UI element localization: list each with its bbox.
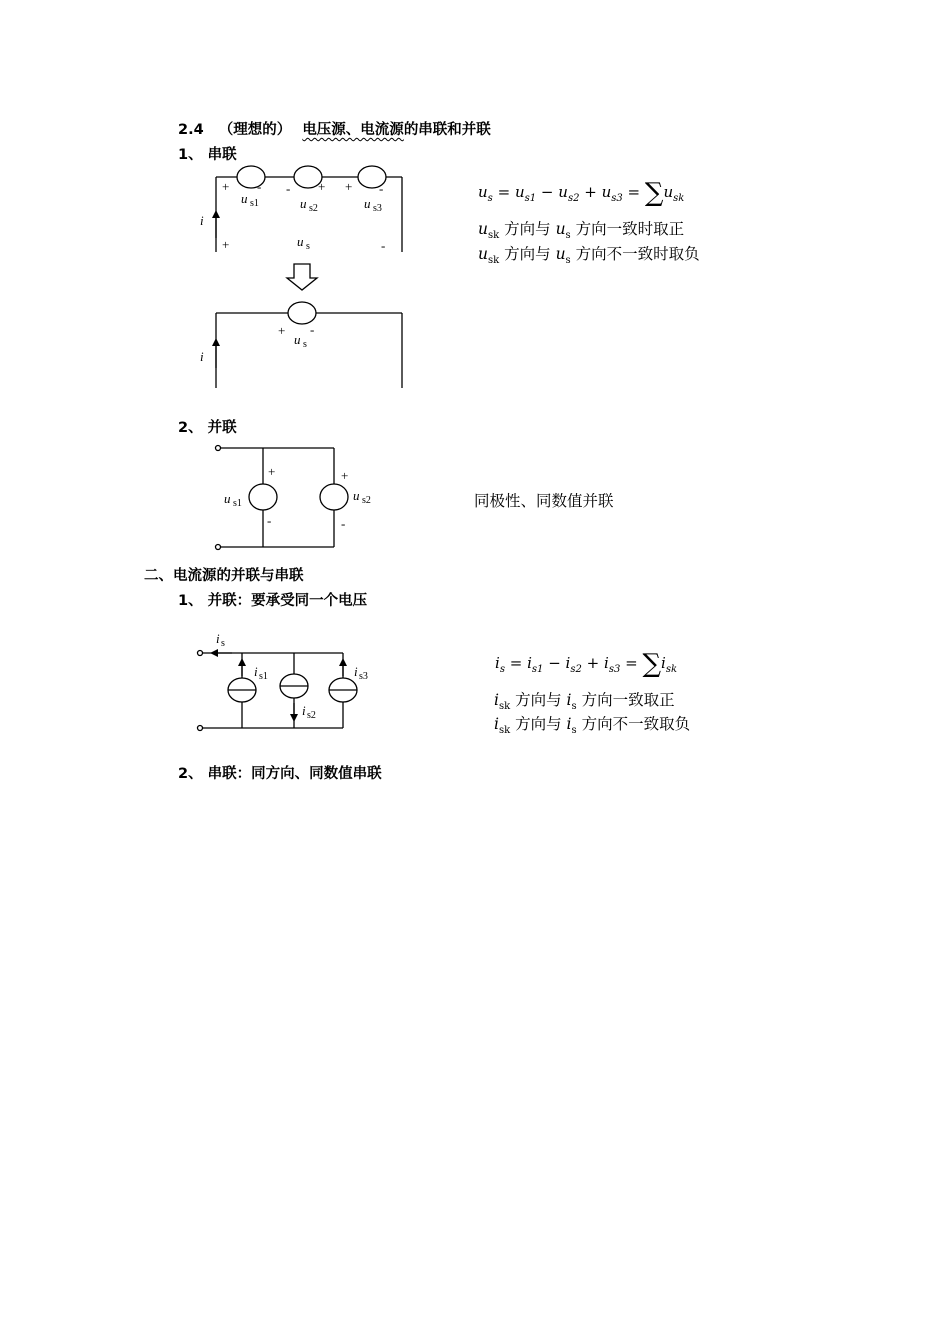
parallel-current-circuit xyxy=(198,651,358,731)
polarity-minus: - xyxy=(341,516,346,531)
polarity-plus: + xyxy=(222,179,230,194)
current-parallel-formula: $i_s = i_{s1} - i_{s2} + i_{s3} = \sum i_{sk}$ xyxy=(495,649,678,679)
current-section-heading: 二、电流源的并联与串联 xyxy=(144,568,304,584)
current-rule-negative: $i_{sk}$ 方向与 $i_s$ 方向不一致取负 xyxy=(494,715,691,737)
polarity-minus: - xyxy=(381,238,386,253)
polarity-plus: + xyxy=(318,179,326,194)
polarity-minus: - xyxy=(286,181,291,196)
polarity-minus: - xyxy=(379,181,384,196)
voltage-source-equivalent xyxy=(288,302,316,324)
source-current-label: i xyxy=(354,664,358,679)
source-current-sub: s1 xyxy=(259,671,268,682)
current-rule-positive: $i_{sk}$ 方向与 $i_s$ 方向一致取正 xyxy=(494,691,675,713)
current-parallel-heading: 1、 并联：要承受同一个电压 xyxy=(178,593,368,609)
equivalent-voltage-sub: s xyxy=(303,339,307,350)
polarity-plus: + xyxy=(222,237,230,252)
current-label: i xyxy=(200,349,204,364)
section-qualifier: （理想的） xyxy=(218,122,292,138)
source-current-sub: s2 xyxy=(307,710,316,721)
source-label-sub: s3 xyxy=(373,203,382,214)
source-label-var: u xyxy=(224,491,231,506)
source-label-var: u xyxy=(353,488,360,503)
polarity-plus: + xyxy=(345,179,353,194)
terminal-top xyxy=(198,651,203,656)
source-current-label: i xyxy=(302,703,306,718)
polarity-minus: - xyxy=(310,322,315,337)
total-voltage-label: u xyxy=(297,234,304,249)
section-title-rest: 的串联和并联 xyxy=(403,122,491,138)
source-label-var: u xyxy=(300,196,307,211)
equivalent-voltage-circuit xyxy=(216,302,402,388)
sum-symbol: ∑ xyxy=(644,178,664,208)
voltage-source-2 xyxy=(320,484,348,510)
source-current-label: i xyxy=(254,664,258,679)
source-label-sub: s2 xyxy=(362,495,371,506)
source-label-sub: s1 xyxy=(233,498,242,509)
equivalent-voltage-label: u xyxy=(294,332,301,347)
polarity-plus: + xyxy=(268,464,276,479)
section-underlined-text: 电压源、电流源 xyxy=(302,122,404,138)
voltage-series-heading: 1、 串联 xyxy=(178,147,237,163)
current-label: i xyxy=(200,213,204,228)
polarity-plus: + xyxy=(278,323,286,338)
polarity-plus: + xyxy=(341,468,349,483)
voltage-parallel-note: 同极性、同数值并联 xyxy=(474,492,614,510)
source-label-sub: s1 xyxy=(250,198,259,209)
source-current-sub: s3 xyxy=(359,671,368,682)
polarity-minus: - xyxy=(267,513,272,528)
source-label-var: u xyxy=(241,191,248,206)
terminal-top xyxy=(216,446,221,451)
source-label-var: u xyxy=(364,196,371,211)
source-label-sub: s2 xyxy=(309,203,318,214)
total-voltage-sub: s xyxy=(306,241,310,252)
total-current-label: i xyxy=(216,631,220,646)
section-number: 2.4 xyxy=(178,122,204,138)
total-current-sub: s xyxy=(221,638,225,649)
polarity-minus: - xyxy=(257,179,262,194)
current-series-heading: 2、 串联：同方向、同数值串联 xyxy=(178,766,382,782)
sum-symbol: ∑ xyxy=(642,649,662,679)
voltage-rule-negative: $u_{sk}$ 方向与 $u_s$ 方向不一致时取负 xyxy=(478,245,700,267)
voltage-source-1 xyxy=(249,484,277,510)
voltage-rule-positive: $u_{sk}$ 方向与 $u_s$ 方向一致时取正 xyxy=(478,220,685,242)
equivalence-arrow-icon xyxy=(287,264,317,290)
voltage-series-formula: $u_s = u_{s1} - u_{s2} + u_{s3} = \sum u_{sk}$ xyxy=(478,178,685,208)
terminal-bottom xyxy=(198,726,203,731)
terminal-bottom xyxy=(216,545,221,550)
voltage-parallel-heading: 2、 并联 xyxy=(178,420,237,436)
